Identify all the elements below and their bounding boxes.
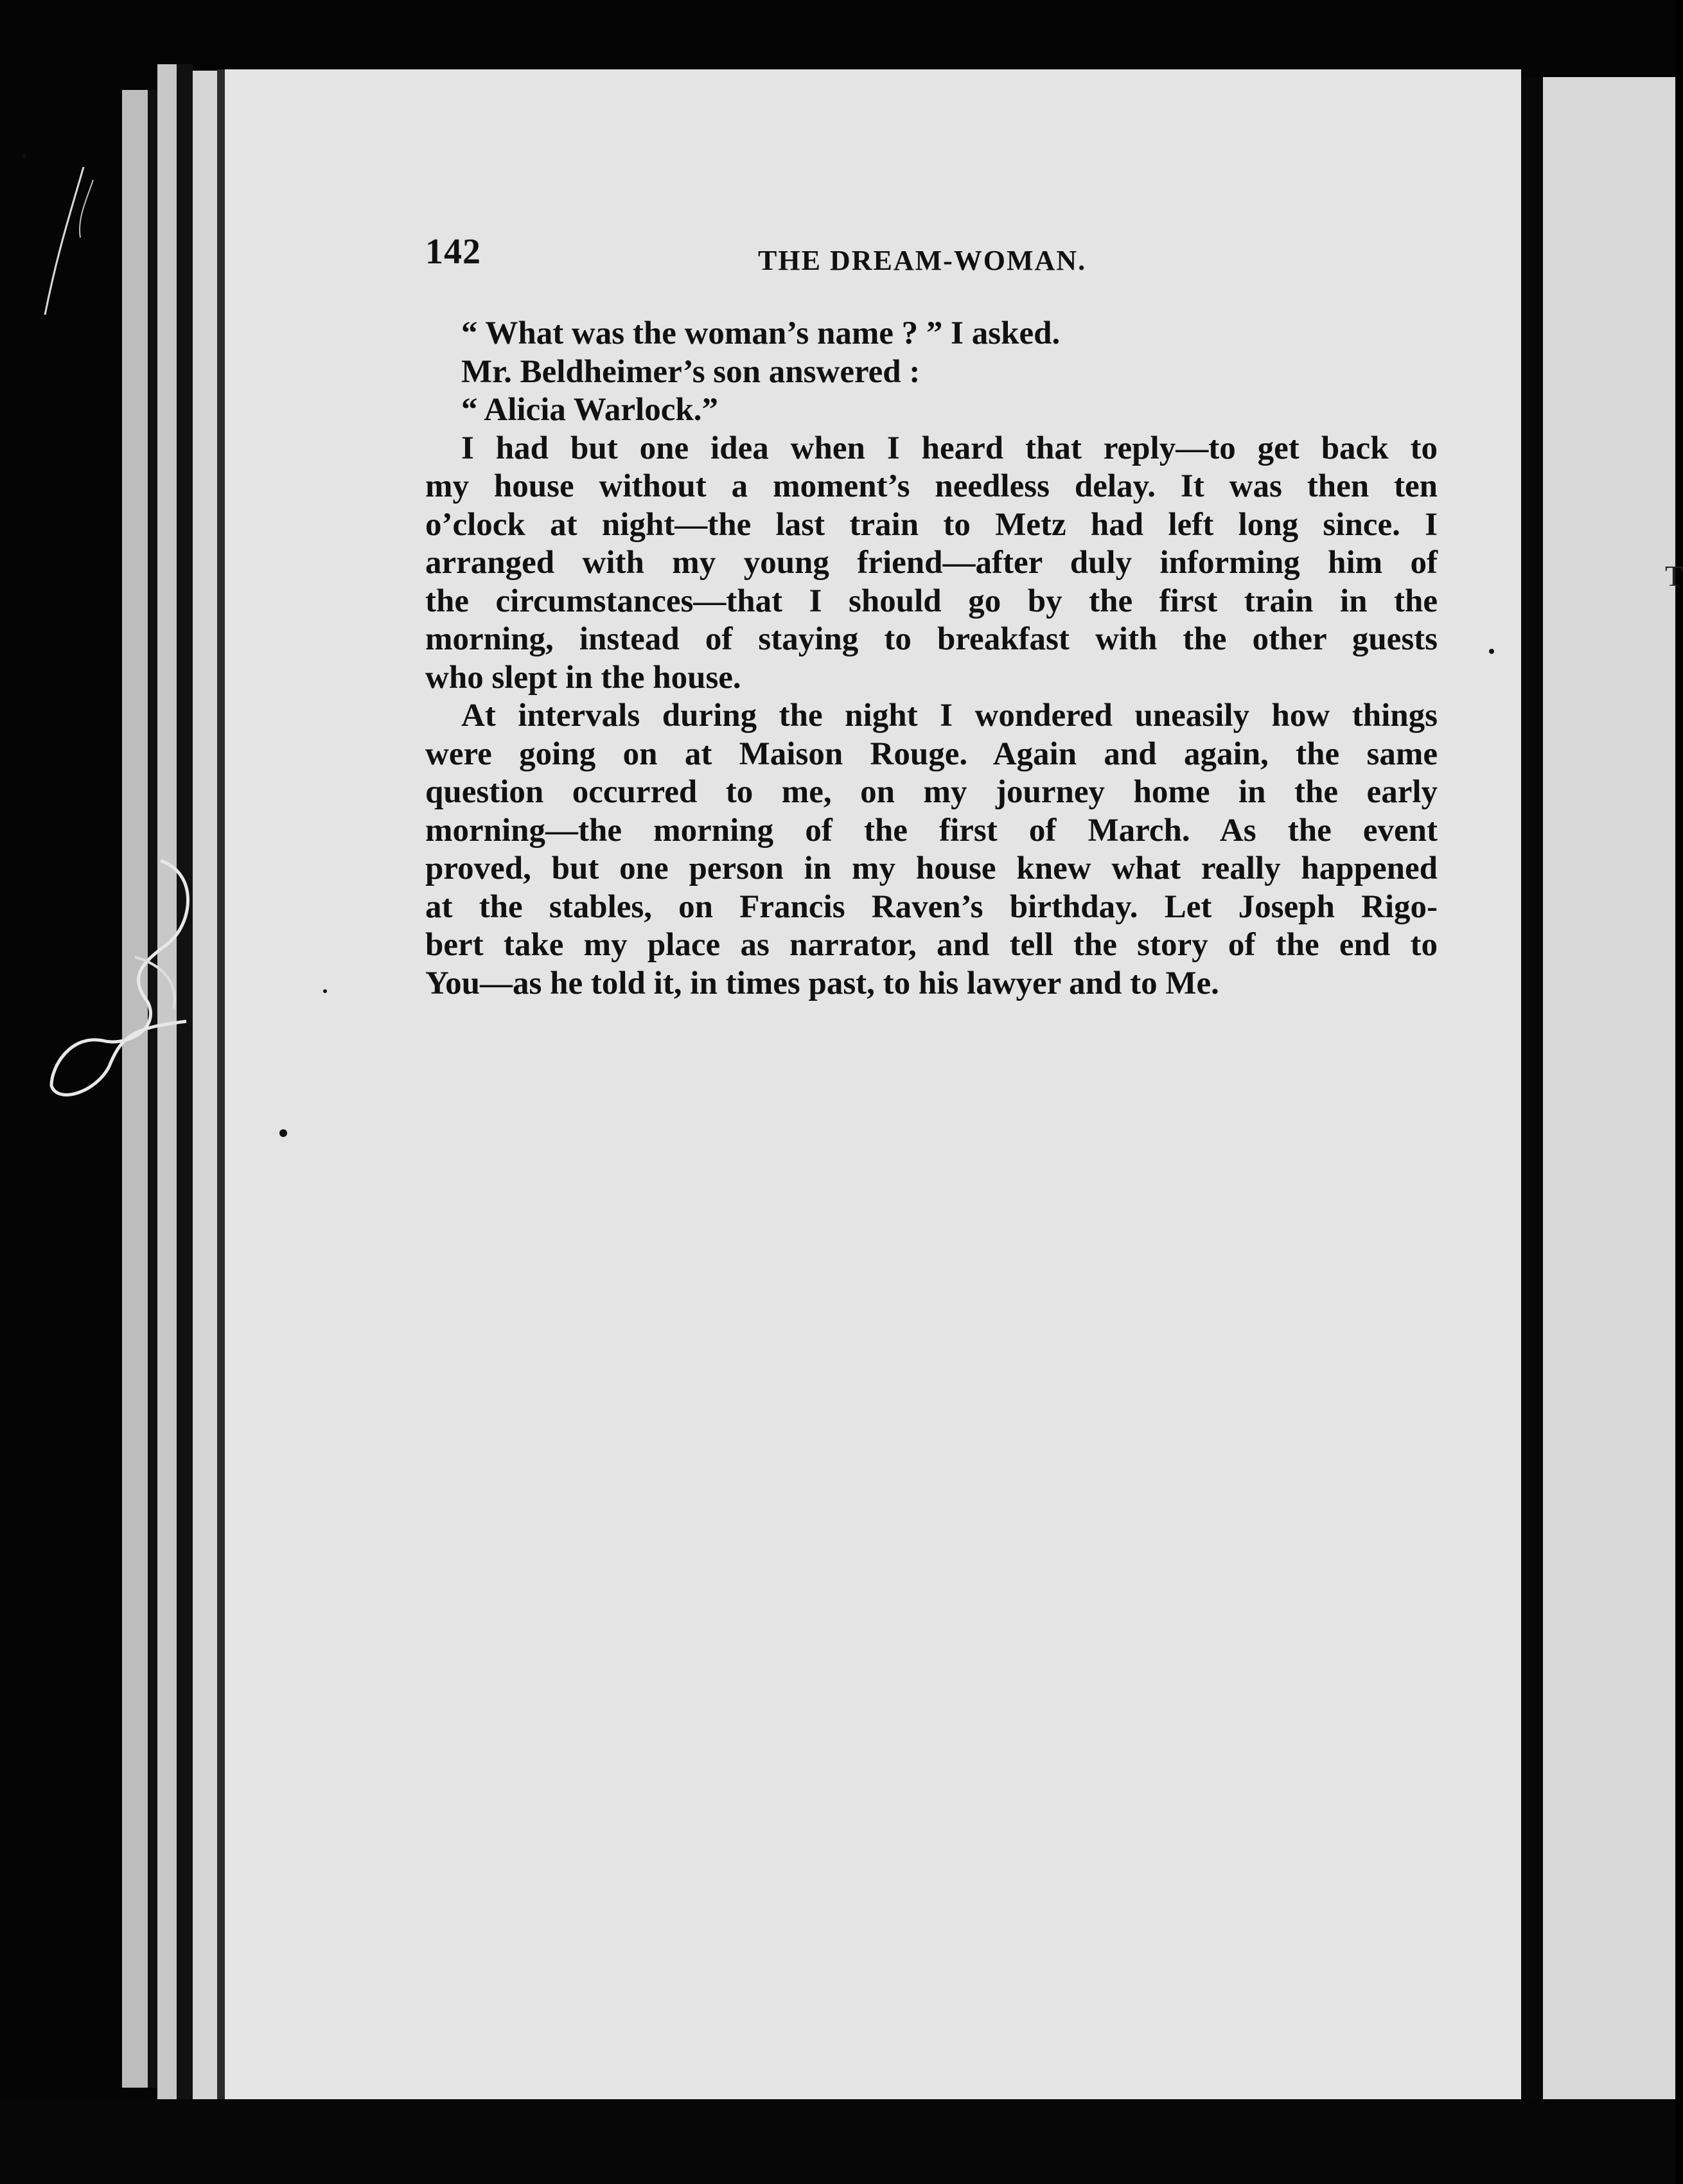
text-line: question occurred to me, on my journey home in the early bbox=[425, 774, 1438, 810]
text-line: proved, but one person in my house knew what really happened bbox=[425, 850, 1438, 886]
text-line: o’clock at night—the last train to Metz had left long since. I bbox=[425, 506, 1438, 543]
dust-speck bbox=[22, 154, 26, 158]
text-line: were going on at Maison Rouge. Again and again, the same bbox=[425, 735, 1438, 772]
page-number: 142 bbox=[425, 232, 481, 272]
text-line: at the stables, on Francis Raven’s birthday. Let Joseph Rigo- bbox=[425, 888, 1438, 925]
text-line: I had but one idea when I heard that reply—to get back to bbox=[461, 430, 1438, 466]
text-line: morning, instead of staying to breakfast with the other guests bbox=[425, 621, 1438, 657]
facing-page bbox=[1543, 77, 1675, 2126]
text-line: my house without a moment’s needless delay. It was then ten bbox=[425, 468, 1438, 504]
dust-speck bbox=[323, 989, 327, 993]
running-title: THE DREAM-WOMAN. bbox=[758, 245, 1087, 276]
text-line: who slept in the house. bbox=[425, 659, 741, 696]
text-line: morning—the morning of the first of March. As the event bbox=[425, 812, 1438, 849]
text-line: “ What was the woman’s name ? ” I asked. bbox=[461, 315, 1061, 351]
book-spine bbox=[1521, 77, 1543, 2100]
body-text bbox=[425, 315, 1438, 1003]
text-line: You—as he told it, in times past, to his lawyer and to Me. bbox=[425, 965, 1219, 1001]
thread-strand bbox=[32, 161, 96, 328]
text-line: Mr. Beldheimer’s son answered : bbox=[461, 353, 921, 390]
text-line: the circumstances—that I should go by the first train in the bbox=[425, 583, 1438, 619]
text-line: arranged with my young friend—after duly informing him of bbox=[425, 545, 1438, 581]
scan-border bbox=[0, 2099, 1675, 2184]
text-line: At intervals during the night I wondered uneasily how things bbox=[461, 698, 1438, 734]
facing-page-mark: T bbox=[1665, 559, 1683, 592]
text-line: “ Alicia Warlock.” bbox=[461, 392, 718, 428]
dust-speck bbox=[279, 1129, 287, 1137]
text-line: bert take my place as narrator, and tell the story of the end to bbox=[425, 927, 1438, 963]
dust-speck bbox=[1489, 649, 1494, 654]
thread-loop bbox=[32, 835, 199, 1105]
